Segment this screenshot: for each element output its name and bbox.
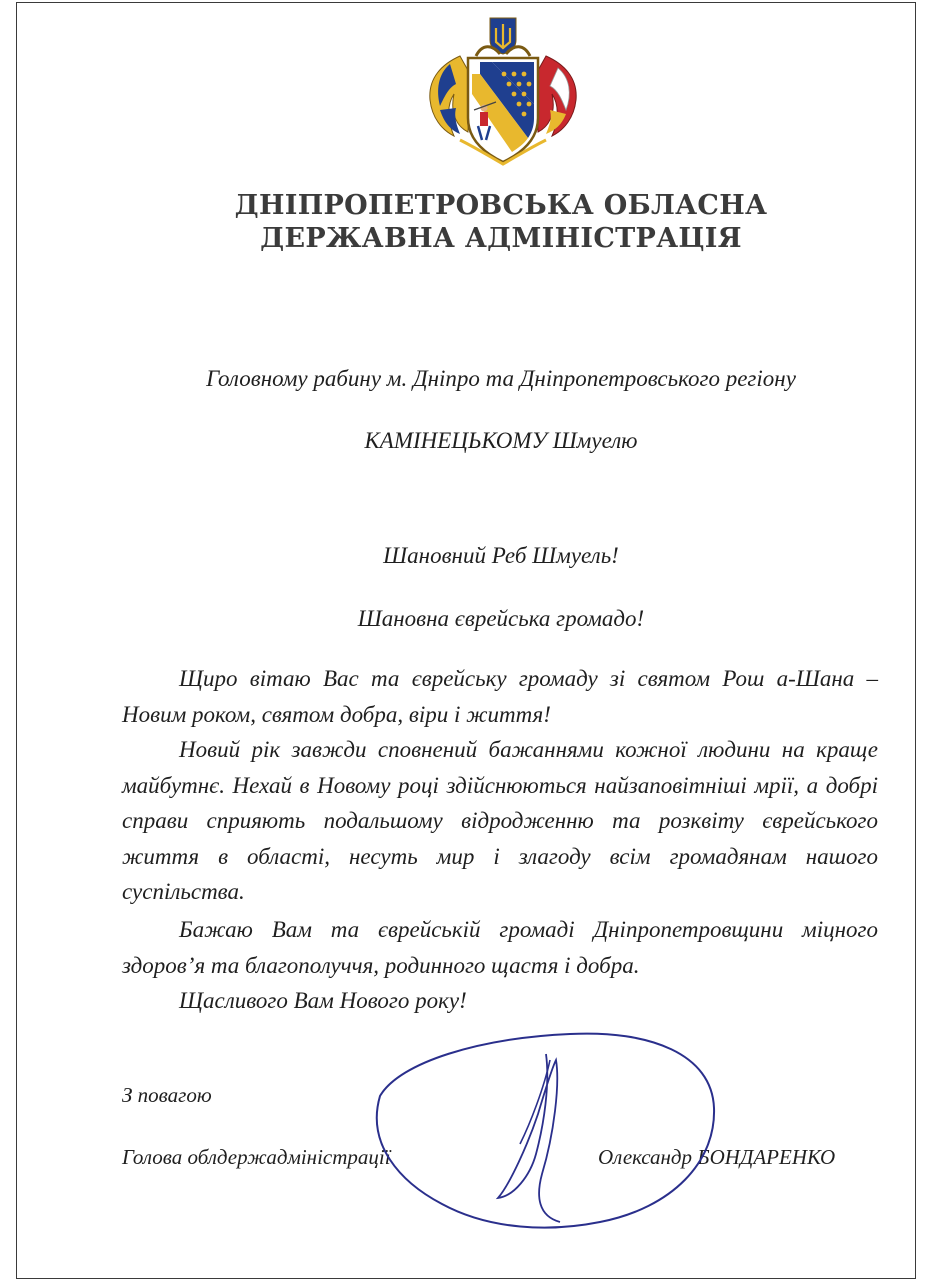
coat-of-arms-icon bbox=[420, 14, 586, 166]
greeting-community: Шановна єврейська громадо! bbox=[357, 606, 645, 631]
body-paragraph-1: Щиро вітаю Вас та єврейську громаду зі святом Рош а-Шана – Новим роком, святом добра, віри і життя! bbox=[122, 666, 878, 727]
body-paragraph-2: Новий рік завжди сповнений бажаннями кожної людини на краще майбутнє. Нехай в Новому році здійснюються найзаповітніші мрії, а добрі справи сприяють подальшому відродженню та розквіту єврейського життя в області, несуть мир і злагоду всім громадянам нашого суспільства. bbox=[122, 737, 878, 904]
handwritten-signature-icon bbox=[360, 1024, 720, 1239]
organization-name-line2: ДЕРЖАВНА АДМІНІСТРАЦІЯ bbox=[260, 223, 742, 254]
addressee-position: Головному рабину м. Дніпро та Дніпропетровського регіону bbox=[206, 366, 796, 391]
body-paragraph-3: Бажаю Вам та єврейській громаді Дніпропетровщини міцного здоров’я та благополуччя, родинного щастя і добра. bbox=[122, 917, 878, 978]
addressee-name: КАМІНЕЦЬКОМУ Шмуелю bbox=[364, 428, 638, 453]
signatory-title: Голова облдержадміністрації bbox=[122, 1145, 391, 1169]
greeting-personal: Шановний Реб Шмуель! bbox=[383, 543, 619, 568]
signatory-name: Олександр БОНДАРЕНКО bbox=[598, 1145, 836, 1169]
organization-name-line1: ДНІПРОПЕТРОВСЬКА ОБЛАСНА bbox=[234, 190, 768, 221]
closing-regards: З повагою bbox=[122, 1083, 212, 1107]
body-paragraph-4: Щасливого Вам Нового року! bbox=[179, 988, 467, 1013]
